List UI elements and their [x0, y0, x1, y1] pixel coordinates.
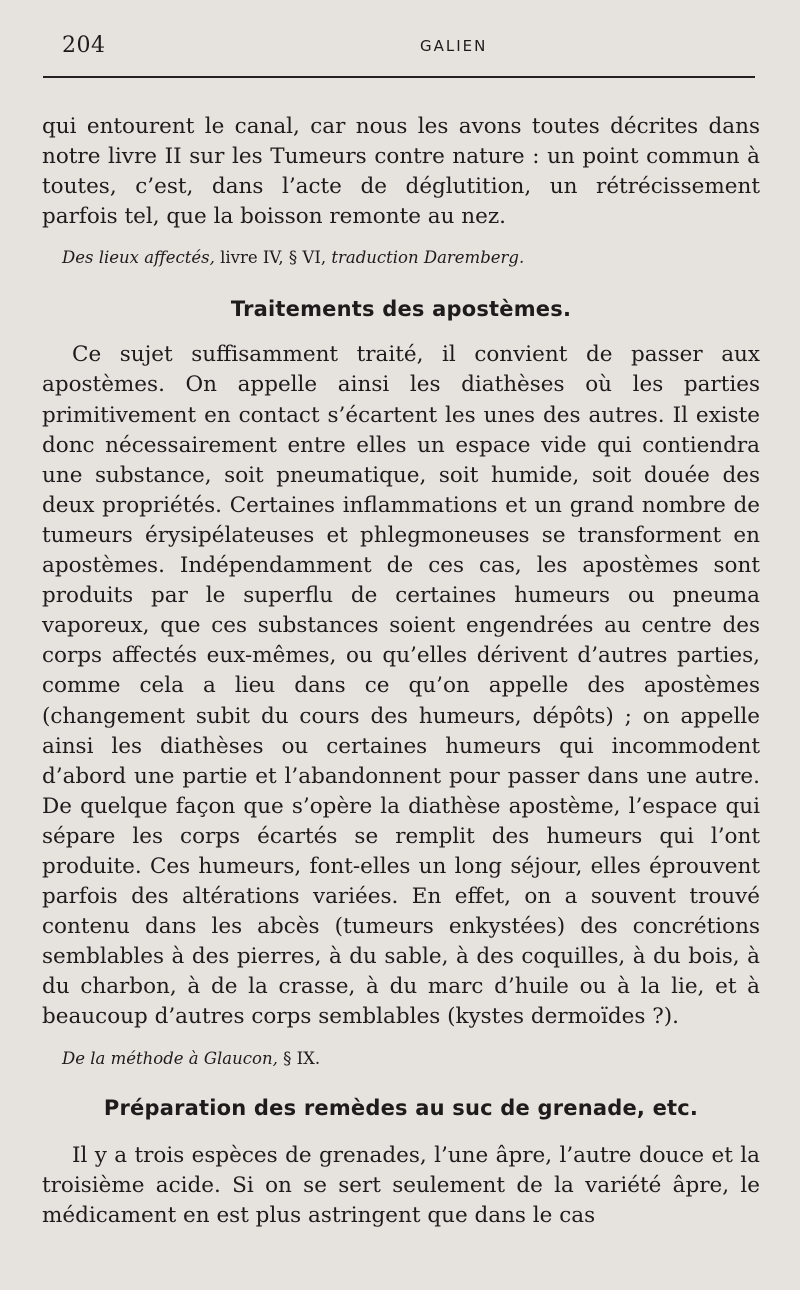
page-body: [42, 112, 760, 1231]
section-grenade-text: Il y a trois espèces de grenades, l’une âpre, l’autre douce et la troisième acide. Si on se sert seulement de la variété âpre, le médicament en est plus astringent que dans le cas: [42, 1142, 760, 1228]
citation-work: De la méthode à Glaucon,: [62, 1048, 278, 1068]
section-title-apostemes: Traitements des apostèmes.: [230, 297, 572, 322]
section-grenade-paragraph: [42, 1141, 760, 1231]
header-rule: [43, 76, 755, 78]
citation-ref: livre IV, § VI,: [220, 248, 327, 268]
citation-work: Des lieux affectés,: [62, 248, 215, 268]
intro-paragraph-text: qui entourent le canal, car nous les avons toutes décrites dans notre livre II sur les Tumeurs contre nature : un point commun à toutes, c’est, dans l’acte de déglutition, un rétrécissement parfois tel, que la boisson remonte au nez.: [42, 114, 760, 230]
section-apostemes-citation: [42, 1045, 760, 1073]
page-header: [62, 33, 754, 63]
intro-citation: [42, 244, 760, 272]
page-number: 204: [62, 33, 106, 58]
citation-ref: § IX.: [283, 1048, 321, 1068]
intro-paragraph: [42, 112, 760, 232]
citation-translator: traduction Daremberg.: [331, 248, 525, 268]
running-head: GALIEN: [420, 37, 488, 55]
section-apostemes-paragraph: [42, 340, 760, 1032]
section-title-grenade: Préparation des remèdes au suc de grenade, etc.: [103, 1095, 699, 1120]
section-apostemes-text: Ce sujet suffisamment traité, il convient de passer aux apostèmes. On appelle ainsi les diathèses où les parties primitivement en contact s’écartent les unes des autres. Il existe donc nécessairement entre elles un espace vide qui contiendra une substance, soit pneumatique, soit humide, soit douée des deux propriétés. Certaines inflammations et un grand nombre de tumeurs érysipélateuses et phlegmoneuses se transforment en apostèmes. Indépendamment de ces cas, les apostèmes sont produits par le superflu de certaines humeurs ou pneuma vaporeux, que ces substances soient engendrées au centre des corps affectés eux-mêmes, ou qu’elles dérivent d’autres parties, comme cela a lieu dans ce qu’on appelle des apostèmes (changement subit du cours des humeurs, dépôts) ; on appelle ainsi les diathèses ou certaines humeurs qui incommodent d’abord une partie et l’abandonnent pour passer dans une autre. De quelque façon que s’opère la diathèse apostème, l’espace qui sépare les corps écartés se remplit des humeurs qui l’ont produite. Ces humeurs, font-elles un long séjour, elles éprouvent parfois des altérations variées. En effet, on a souvent trouvé contenu dans les abcès (tumeurs enkystées) des concrétions semblables à des pierres, à du sable, à des coquilles, à du bois, à du charbon, à de la crasse, à du marc d’huile ou à la lie, et à beaucoup d’autres corps semblables (kystes dermoïdes ?).: [42, 342, 760, 1030]
